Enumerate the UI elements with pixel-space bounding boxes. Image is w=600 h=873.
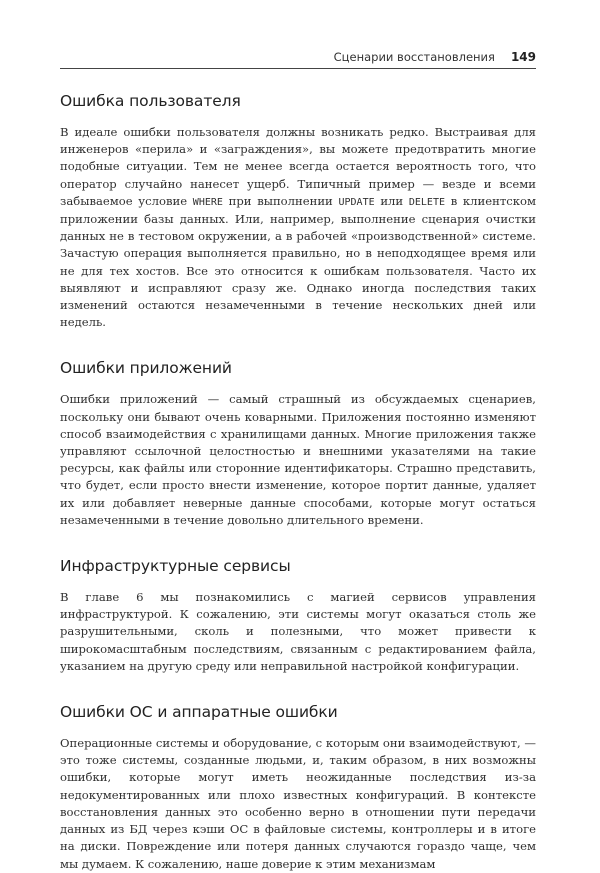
paragraph-user-error: В идеале ошибки пользователя должны возникать редко. Выстраивая для инженеров «перила» и «заграждения», вы можете предотвратить многие подобные ситуации. Тем не менее всегда остается вероятность того, что оператор случайно нанесет ущерб. Типичный пример — везде и всеми забываемое условие WHERE при выполнении UPDATE или DELETE в клиентском приложении базы данных. Или, например, выполнение сценария очистки данных не в тестовом окружении, а в рабочей «производственной» системе. Зачастую операция выполняется правильно, но в неподходящее время или не для тех хостов. Все это относится к ошибкам пользователя. Часто их выявляют и исправляют сразу же. Однако иногда последствия таких изменений остаются незамеченными в течение нескольких дней или недель. <box>60 125 536 330</box>
code-where: WHERE <box>192 196 223 208</box>
paragraph-os-hardware-errors: Операционные системы и оборудование, с которым они взаимодействуют, — это тоже системы, созданные людьми, и, таким образом, в них возможны ошибки, которые могут иметь неожиданные последствия из-за недокументированных или плохо известных конфигураций. В контексте восстановления данных это особенно верно в отношении пути передачи данных из БД через кэши ОС в файловые системы, контроллеры и в итоге на диски. Повреждение или потеря данных случаются гораздо чаще, чем мы думаем. К сожалению, наше доверие к этим механизмам <box>60 736 536 871</box>
page-number: 149 <box>510 50 536 64</box>
page-content <box>60 92 536 873</box>
paragraph-application-errors: Ошибки приложений — самый страшный из обсуждаемых сценариев, поскольку они бывают очень коварными. Приложения постоянно изменяют способ взаимодействия с хранилищами данных. Многие приложения также управляют ссылочной целостностью и внешними указателями на такие ресурсы, как файлы или сторонние идентификаторы. Страшно представить, что будет, если просто внести изменение, которое портит данные, удаляет их или добавляет неверные данные способами, которые могут остаться незамеченными в течение довольно длительного времени. <box>60 392 536 527</box>
heading-os-hardware-errors: Ошибки ОС и аппаратные ошибки <box>60 703 338 722</box>
code-delete: DELETE <box>408 196 445 208</box>
heading-application-errors: Ошибки приложений <box>60 359 232 378</box>
heading-infrastructure-services: Инфраструктурные сервисы <box>60 557 291 576</box>
header-section-title: Сценарии восстановления <box>333 50 495 64</box>
paragraph-infrastructure-services: В главе 6 мы познакомились с магией сервисов управления инфраструктурой. К сожалению, эти системы могут оказаться столь же разрушительными, сколь и полезными, что может привести к широкомасштабным последствиям, связанным с редактированием файла, указанием на другую среду или неправильной настройкой конфигурации. <box>60 590 536 673</box>
running-header <box>60 50 536 69</box>
code-update: UPDATE <box>338 196 375 208</box>
heading-user-error: Ошибка пользователя <box>60 92 241 110</box>
